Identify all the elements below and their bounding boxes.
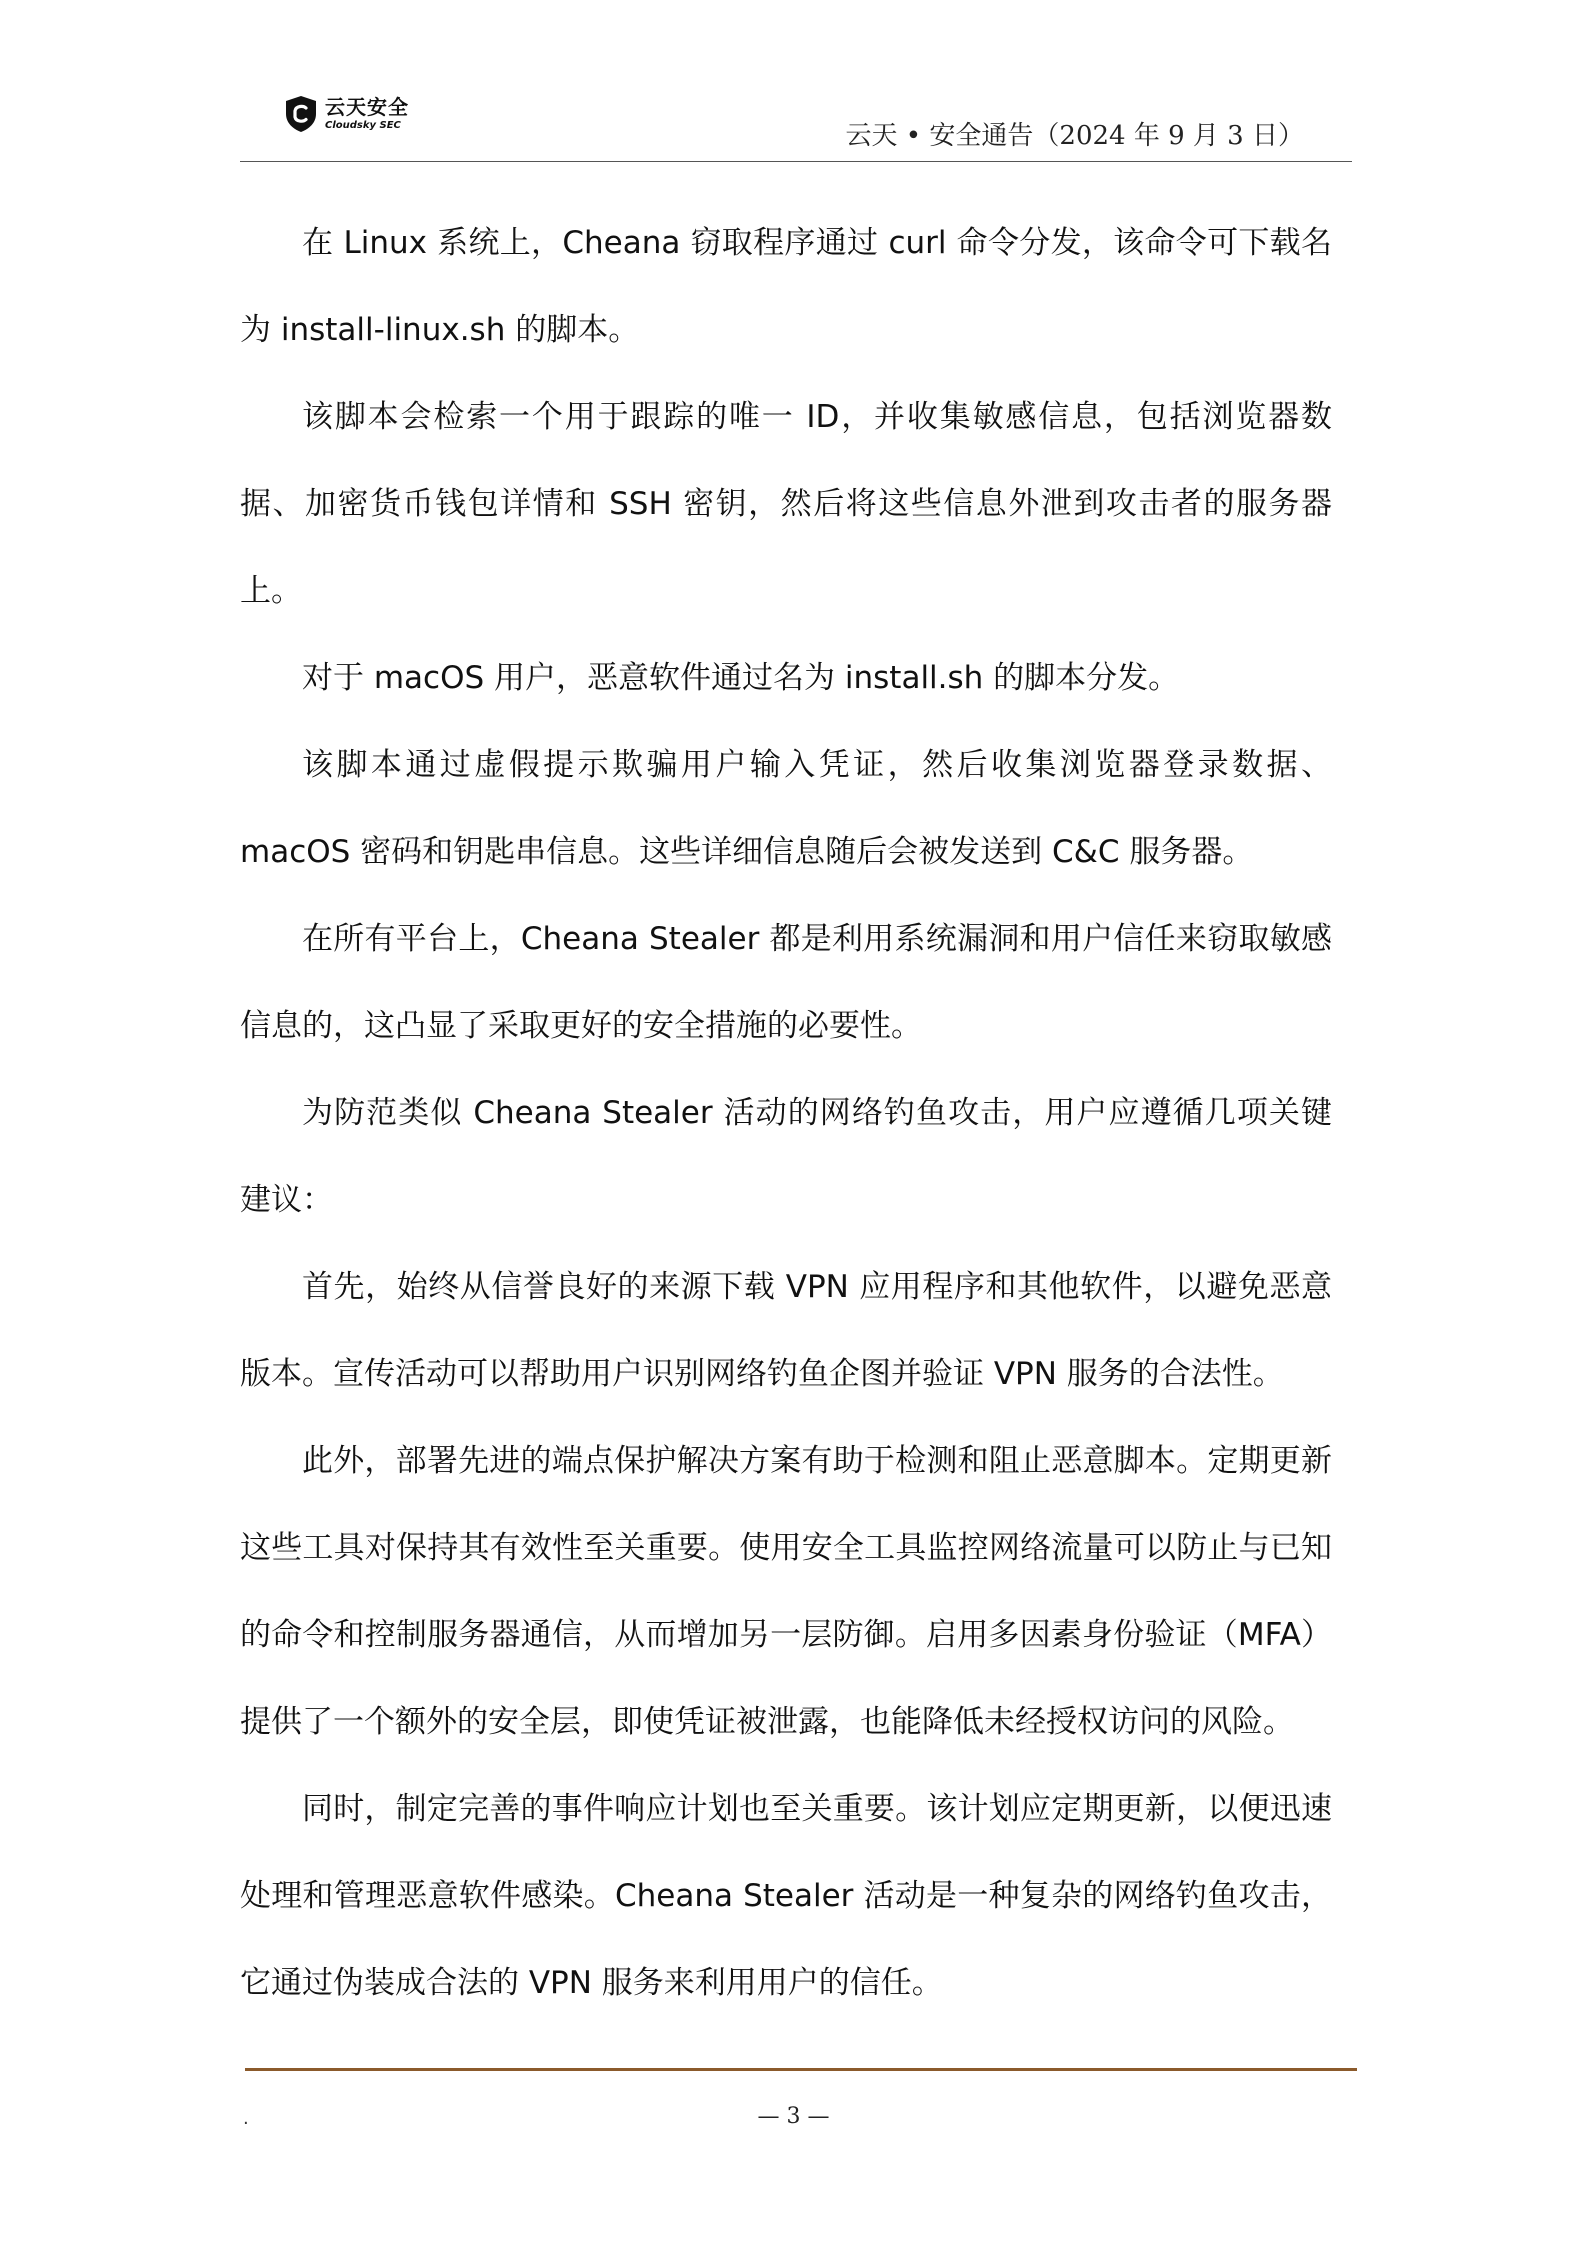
paragraph-macos-script-behavior: 该脚本通过虚假提示欺骗用户输入凭证，然后收集浏览器登录数据、macOS 密码和钥匙串信息。这些详细信息随后会被发送到 C&C 服务器。: [240, 747, 1332, 870]
logo-english-text: Cloudsky SEC: [325, 120, 401, 131]
paragraph-recommendation-endpoint: 此外，部署先进的端点保护解决方案有助于检测和阻止恶意脚本。定期更新这些工具对保持其有效性至关重要。使用安全工具监控网络流量可以防止与已知的命令和控制服务器通信，从而增加另一层防御。启用多因素身份验证（MFA）提供了一个额外的安全层，即使凭证被泄露，也能降低未经授权访问的风险。: [240, 1443, 1332, 1740]
logo-chinese-text: 云天安全: [325, 95, 409, 119]
paragraph-linux-distribution: 在 Linux 系统上，Cheana 窃取程序通过 curl 命令分发，该命令可下载名为 install-linux.sh 的脚本。: [240, 225, 1332, 348]
page-number: — 3 —: [757, 2104, 830, 2129]
paragraph-all-platforms: 在所有平台上，Cheana Stealer 都是利用系统漏洞和用户信任来窃取敏感信息的，这凸显了采取更好的安全措施的必要性。: [240, 921, 1332, 1044]
bulletin-title: 云天 • 安全通告（2024 年 9 月 3 日）: [845, 121, 1304, 151]
paragraph-linux-script-behavior: 该脚本会检索一个用于跟踪的唯一 ID，并收集敏感信息，包括浏览器数据、加密货币钱包详情和 SSH 密钥，然后将这些信息外泄到攻击者的服务器上。: [240, 399, 1332, 609]
footer-dot: .: [243, 2108, 249, 2129]
paragraph-recommendation-incident-response: 同时，制定完善的事件响应计划也至关重要。该计划应定期更新，以便迅速处理和管理恶意软件感染。Cheana Stealer 活动是一种复杂的网络钓鱼攻击，它通过伪装成合法的 VPN 服务来利用用户的信任。: [240, 1791, 1332, 2001]
shield-logo-icon: [284, 95, 318, 133]
header-divider: [240, 161, 1352, 162]
footer-divider: [245, 2068, 1357, 2071]
paragraph-macos-distribution: 对于 macOS 用户，恶意软件通过名为 install.sh 的脚本分发。: [302, 660, 1180, 696]
page-header: [240, 95, 1352, 163]
paragraph-recommendations-intro: 为防范类似 Cheana Stealer 活动的网络钓鱼攻击，用户应遵循几项关键建议：: [240, 1095, 1332, 1218]
document-body: [240, 200, 1332, 2027]
logo: [284, 95, 409, 133]
paragraph-recommendation-first: 首先，始终从信誉良好的来源下载 VPN 应用程序和其他软件，以避免恶意版本。宣传活动可以帮助用户识别网络钓鱼企图并验证 VPN 服务的合法性。: [240, 1269, 1332, 1392]
